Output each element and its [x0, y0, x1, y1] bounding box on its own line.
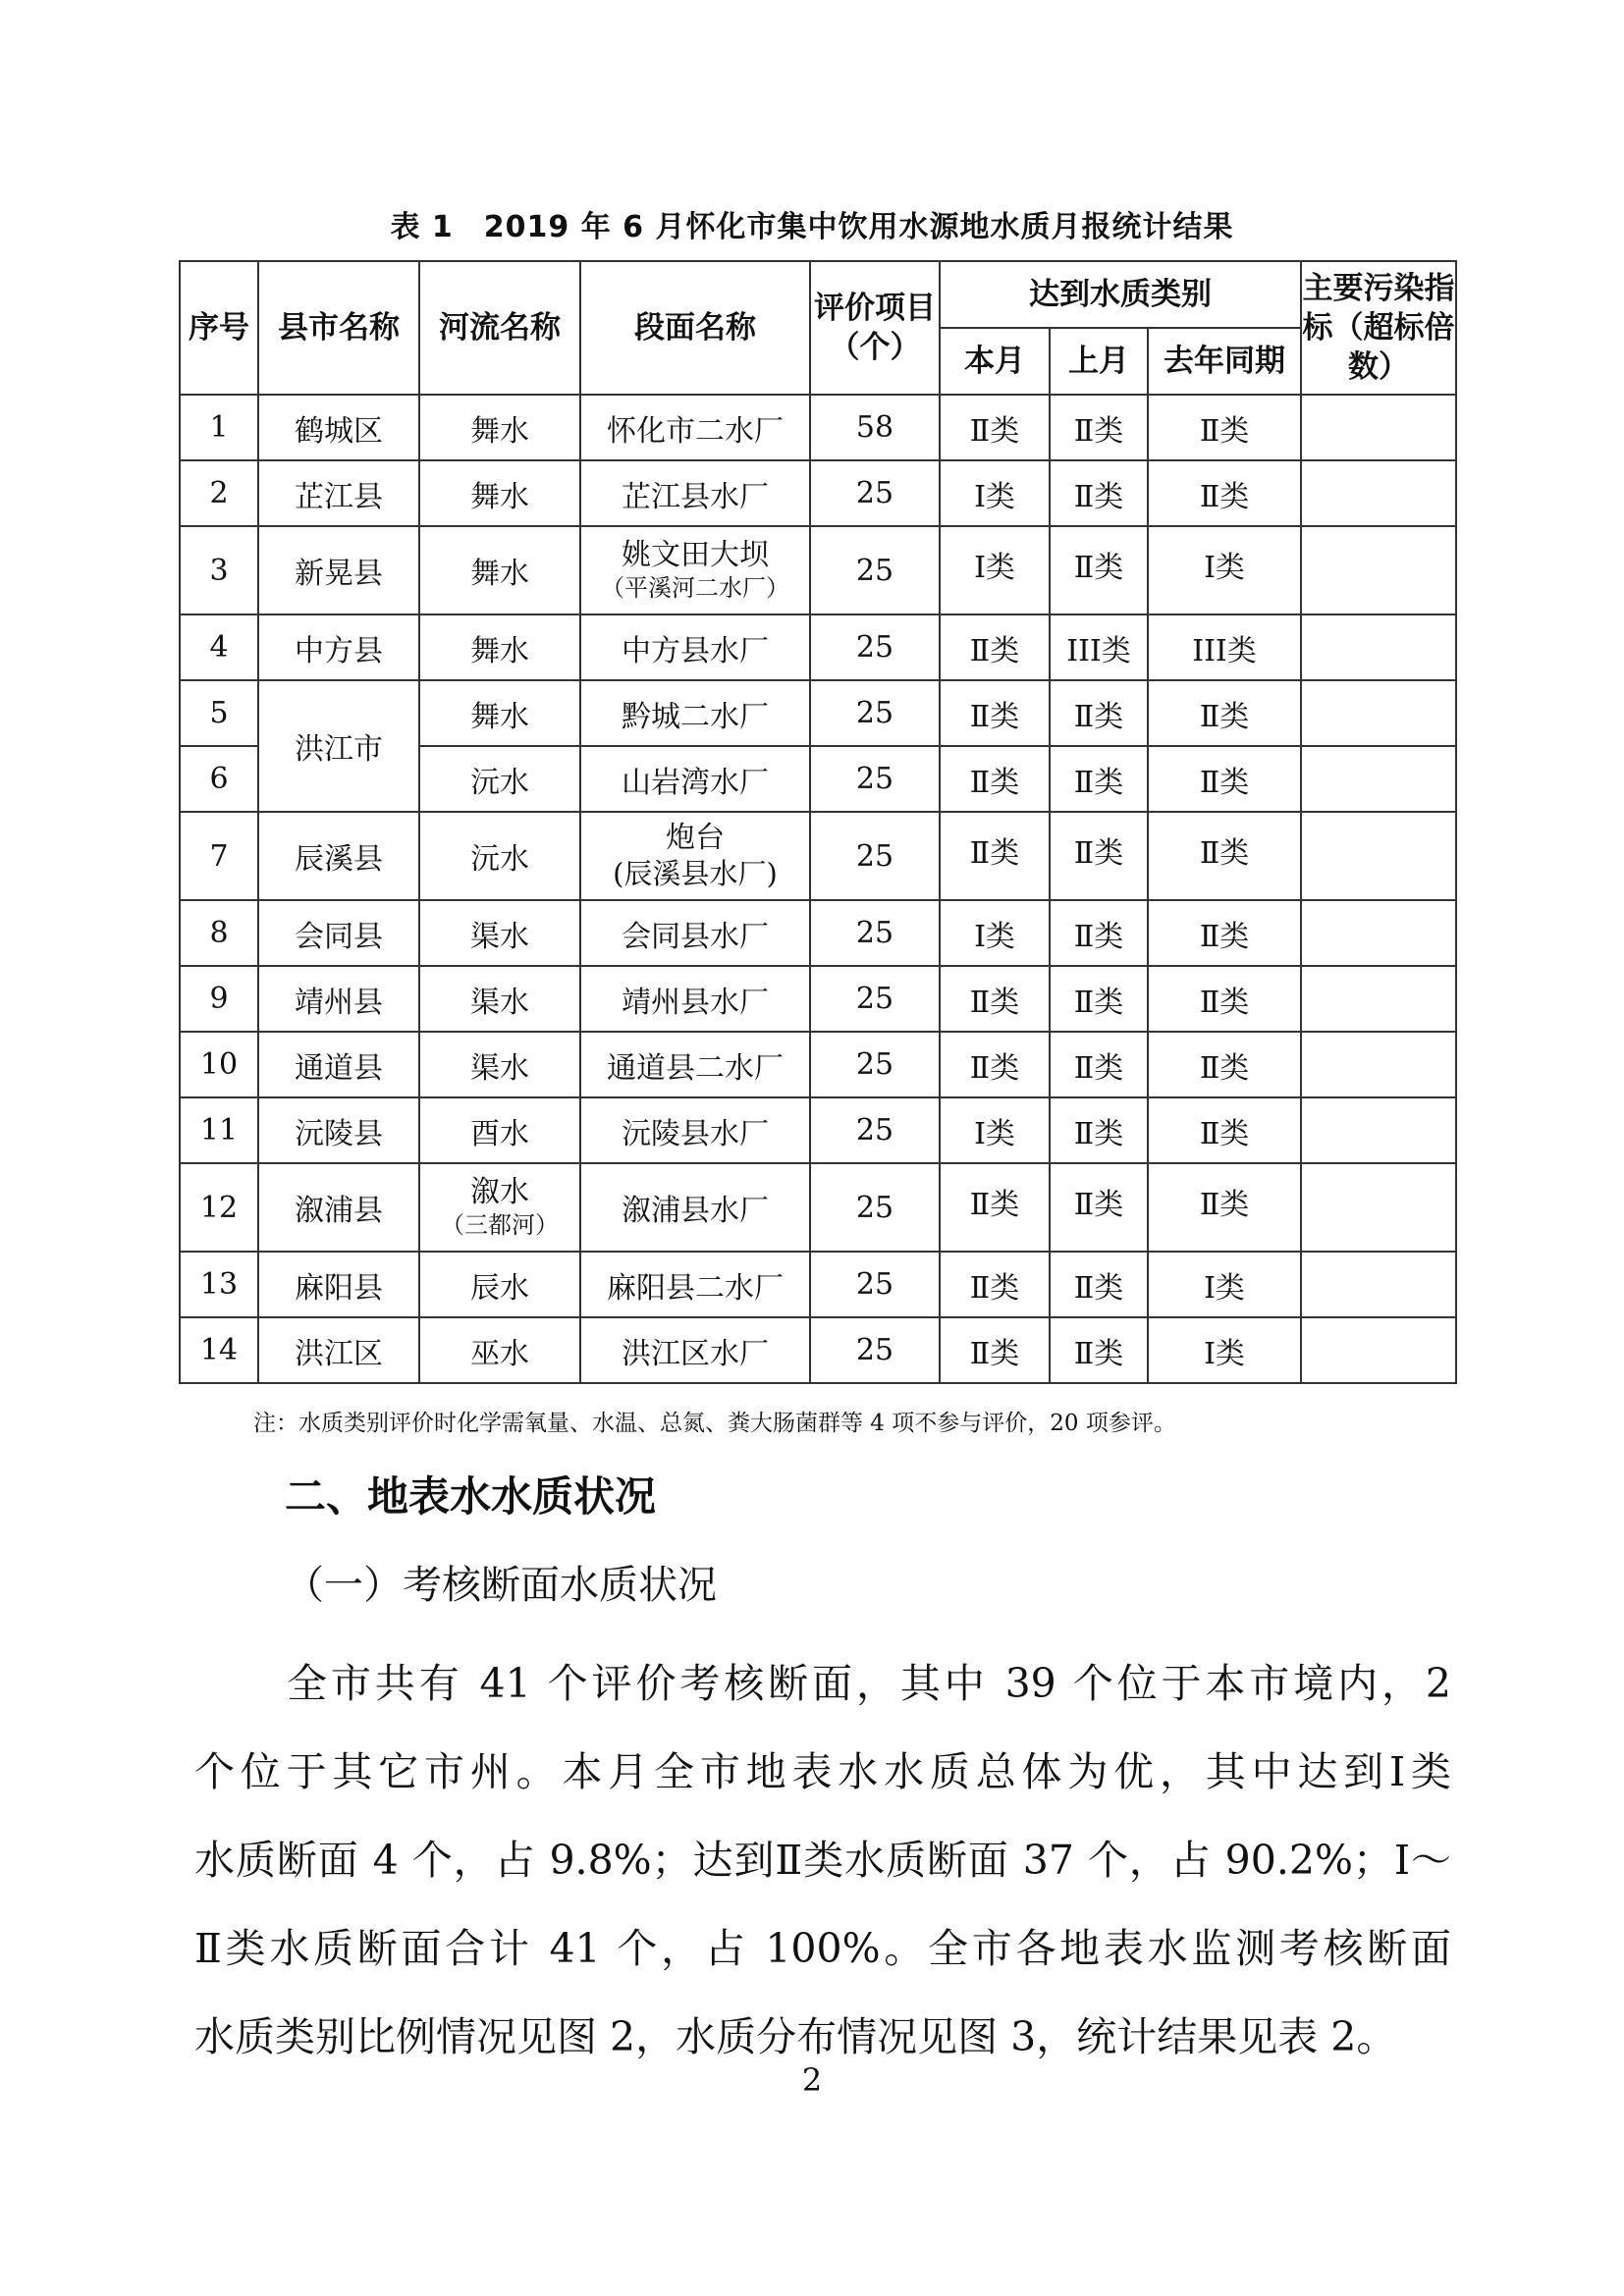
cell-county: 麻阳县 [258, 1252, 419, 1317]
table-row [180, 1097, 1456, 1163]
cell-last-year: Ⅱ类 [1148, 680, 1301, 746]
cell-seq: 11 [180, 1097, 258, 1163]
cell-river: 舞水 [419, 526, 580, 614]
paragraph-line: Ⅱ类水质断面合计 41 个，占 100%。全市各地表水监测考核断面 [194, 1925, 1451, 1972]
cell-county: 洪江区 [258, 1317, 419, 1383]
cell-items: 25 [810, 812, 940, 900]
cell-last-month: Ⅱ类 [1050, 1032, 1148, 1097]
cell-seq: 5 [180, 680, 258, 746]
cell-items: 25 [810, 1252, 940, 1317]
cell-last-month: III类 [1050, 614, 1148, 680]
cell-river: 渠水 [419, 900, 580, 966]
cell-this-month: Ⅱ类 [940, 1252, 1050, 1317]
header-seq: 序号 [180, 261, 258, 395]
paragraph-line: 水质断面 4 个，占 9.8%；达到Ⅱ类水质断面 37 个，占 90.2%；Ⅰ～ [194, 1837, 1451, 1884]
cell-section: 山岩湾水厂 [580, 746, 810, 812]
cell-last-year: III类 [1148, 614, 1301, 680]
table-row [180, 526, 1456, 614]
cell-items: 25 [810, 614, 940, 680]
cell-river-note: （三都河） [441, 1211, 559, 1239]
cell-this-month: Ⅱ类 [940, 614, 1050, 680]
cell-items: 25 [810, 680, 940, 746]
cell-items: 25 [810, 526, 940, 614]
cell-this-month: Ⅱ类 [940, 746, 1050, 812]
cell-last-year: Ⅱ类 [1148, 395, 1301, 460]
cell-river: 沅水 [419, 812, 580, 900]
cell-pollutant [1301, 680, 1456, 746]
cell-pollutant [1301, 614, 1456, 680]
cell-last-month: Ⅱ类 [1050, 1097, 1148, 1163]
cell-last-month: Ⅱ类 [1050, 526, 1148, 614]
cell-items: 25 [810, 1163, 940, 1252]
cell-section: 溆浦县水厂 [580, 1163, 810, 1252]
cell-last-year: Ⅱ类 [1148, 746, 1301, 812]
cell-river: 辰水 [419, 1252, 580, 1317]
cell-pollutant [1301, 526, 1456, 614]
table-row [180, 966, 1456, 1032]
cell-section-note: (辰溪县水厂) [613, 857, 778, 890]
header-county: 县市名称 [258, 261, 419, 395]
cell-seq: 4 [180, 614, 258, 680]
table-row [180, 900, 1456, 966]
table-row [180, 395, 1456, 460]
cell-last-month: Ⅱ类 [1050, 1317, 1148, 1383]
cell-seq: 13 [180, 1252, 258, 1317]
cell-seq: 7 [180, 812, 258, 900]
cell-section: 沅陵县水厂 [580, 1097, 810, 1163]
cell-river: 沅水 [419, 746, 580, 812]
cell-county: 芷江县 [258, 460, 419, 526]
cell-river: 渠水 [419, 1032, 580, 1097]
cell-river: 舞水 [419, 614, 580, 680]
cell-seq: 6 [180, 746, 258, 812]
section-subheading: （一）考核断面水质状况 [285, 1563, 717, 1608]
cell-pollutant [1301, 900, 1456, 966]
cell-items: 25 [810, 900, 940, 966]
cell-this-month: Ⅱ类 [940, 680, 1050, 746]
cell-items: 25 [810, 460, 940, 526]
cell-county: 溆浦县 [258, 1163, 419, 1252]
cell-county: 沅陵县 [258, 1097, 419, 1163]
cell-pollutant [1301, 1032, 1456, 1097]
cell-river-name: 溆水 [470, 1175, 529, 1209]
table-row [180, 460, 1456, 526]
header-this-month: 本月 [940, 328, 1050, 395]
water-quality-table [179, 260, 1457, 1384]
cell-last-year: Ⅱ类 [1148, 1163, 1301, 1252]
table-row [180, 1252, 1456, 1317]
cell-this-month: Ⅱ类 [940, 966, 1050, 1032]
cell-last-month: Ⅱ类 [1050, 900, 1148, 966]
cell-this-month: Ⅱ类 [940, 395, 1050, 460]
cell-last-month: Ⅱ类 [1050, 746, 1148, 812]
table-title: 表 1 2019 年 6 月怀化市集中饮用水源地水质月报统计结果 [390, 210, 1234, 244]
header-class-group: 达到水质类别 [940, 261, 1301, 328]
cell-items: 25 [810, 1097, 940, 1163]
cell-section [580, 812, 810, 900]
cell-section-note: （平溪河二水厂） [601, 574, 789, 602]
cell-seq: 3 [180, 526, 258, 614]
cell-river: 舞水 [419, 460, 580, 526]
cell-county: 通道县 [258, 1032, 419, 1097]
cell-seq: 1 [180, 395, 258, 460]
cell-river: 巫水 [419, 1317, 580, 1383]
cell-items: 25 [810, 746, 940, 812]
cell-last-year: Ⅱ类 [1148, 900, 1301, 966]
cell-section: 洪江区水厂 [580, 1317, 810, 1383]
header-section: 段面名称 [580, 261, 810, 395]
cell-river [419, 1163, 580, 1252]
cell-last-year: Ⅱ类 [1148, 966, 1301, 1032]
cell-pollutant [1301, 460, 1456, 526]
cell-this-month: Ⅰ类 [940, 1097, 1050, 1163]
cell-section-name: 炮台 [666, 821, 725, 855]
header-items: 评价项目（个） [810, 261, 940, 395]
cell-this-month: Ⅱ类 [940, 1032, 1050, 1097]
cell-pollutant [1301, 812, 1456, 900]
cell-section: 黔城二水厂 [580, 680, 810, 746]
cell-items: 58 [810, 395, 940, 460]
cell-items: 25 [810, 1317, 940, 1383]
cell-seq: 12 [180, 1163, 258, 1252]
cell-section: 中方县水厂 [580, 614, 810, 680]
cell-last-year: Ⅱ类 [1148, 460, 1301, 526]
cell-last-year: Ⅰ类 [1148, 526, 1301, 614]
cell-seq: 14 [180, 1317, 258, 1383]
paragraph-line: 全市共有 41 个评价考核断面，其中 39 个位于本市境内，2 [287, 1660, 1451, 1707]
cell-section-name: 姚文田大坝 [622, 538, 769, 572]
cell-pollutant [1301, 395, 1456, 460]
cell-this-month: Ⅰ类 [940, 526, 1050, 614]
cell-river: 舞水 [419, 680, 580, 746]
table-row [180, 1163, 1456, 1252]
cell-section: 会同县水厂 [580, 900, 810, 966]
section-heading: 二、地表水水质状况 [285, 1472, 657, 1521]
cell-items: 25 [810, 966, 940, 1032]
cell-last-year: Ⅰ类 [1148, 1317, 1301, 1383]
header-pollutant: 主要污染指标（超标倍数） [1301, 261, 1456, 395]
table-row [180, 680, 1456, 746]
cell-last-year: Ⅰ类 [1148, 1252, 1301, 1317]
cell-county: 洪江市 [258, 680, 419, 812]
cell-items: 25 [810, 1032, 940, 1097]
cell-last-month: Ⅱ类 [1050, 395, 1148, 460]
cell-last-year: Ⅱ类 [1148, 1097, 1301, 1163]
cell-seq: 2 [180, 460, 258, 526]
cell-county: 辰溪县 [258, 812, 419, 900]
cell-pollutant [1301, 1163, 1456, 1252]
cell-this-month: Ⅱ类 [940, 812, 1050, 900]
cell-last-month: Ⅱ类 [1050, 1252, 1148, 1317]
table-row [180, 1317, 1456, 1383]
cell-county: 中方县 [258, 614, 419, 680]
cell-this-month: Ⅰ类 [940, 460, 1050, 526]
cell-last-year: Ⅱ类 [1148, 1032, 1301, 1097]
header-river: 河流名称 [419, 261, 580, 395]
cell-last-month: Ⅱ类 [1050, 460, 1148, 526]
cell-pollutant [1301, 1317, 1456, 1383]
cell-last-month: Ⅱ类 [1050, 812, 1148, 900]
paragraph-line: 个位于其它市州。本月全市地表水水质总体为优，其中达到Ⅰ类 [194, 1748, 1451, 1795]
cell-pollutant [1301, 1252, 1456, 1317]
cell-this-month: Ⅱ类 [940, 1317, 1050, 1383]
table-row [180, 1032, 1456, 1097]
cell-section: 麻阳县二水厂 [580, 1252, 810, 1317]
cell-last-year: Ⅱ类 [1148, 812, 1301, 900]
body-paragraph [194, 1639, 1451, 2081]
cell-county: 会同县 [258, 900, 419, 966]
cell-section: 通道县二水厂 [580, 1032, 810, 1097]
cell-section: 怀化市二水厂 [580, 395, 810, 460]
cell-seq: 9 [180, 966, 258, 1032]
cell-this-month: Ⅱ类 [940, 1163, 1050, 1252]
cell-river: 舞水 [419, 395, 580, 460]
cell-river: 酉水 [419, 1097, 580, 1163]
cell-pollutant [1301, 1097, 1456, 1163]
cell-seq: 8 [180, 900, 258, 966]
page-number: 2 [801, 2061, 823, 2099]
header-last-month: 上月 [1050, 328, 1148, 395]
table-row [180, 812, 1456, 900]
cell-county: 靖州县 [258, 966, 419, 1032]
header-last-year: 去年同期 [1148, 328, 1301, 395]
cell-section: 靖州县水厂 [580, 966, 810, 1032]
cell-last-month: Ⅱ类 [1050, 966, 1148, 1032]
cell-this-month: Ⅰ类 [940, 900, 1050, 966]
cell-county: 新晃县 [258, 526, 419, 614]
cell-section: 芷江县水厂 [580, 460, 810, 526]
cell-seq: 10 [180, 1032, 258, 1097]
cell-last-month: Ⅱ类 [1050, 1163, 1148, 1252]
cell-pollutant [1301, 746, 1456, 812]
table-row [180, 614, 1456, 680]
paragraph-line: 水质类别比例情况见图 2，水质分布情况见图 3，统计结果见表 2。 [194, 2013, 1397, 2060]
cell-pollutant [1301, 966, 1456, 1032]
cell-river: 渠水 [419, 966, 580, 1032]
cell-county: 鹤城区 [258, 395, 419, 460]
table-note: 注：水质类别评价时化学需氧量、水温、总氮、粪大肠菌群等 4 项不参与评价，20 项参评。 [253, 1411, 1176, 1436]
cell-section [580, 526, 810, 614]
cell-last-month: Ⅱ类 [1050, 680, 1148, 746]
